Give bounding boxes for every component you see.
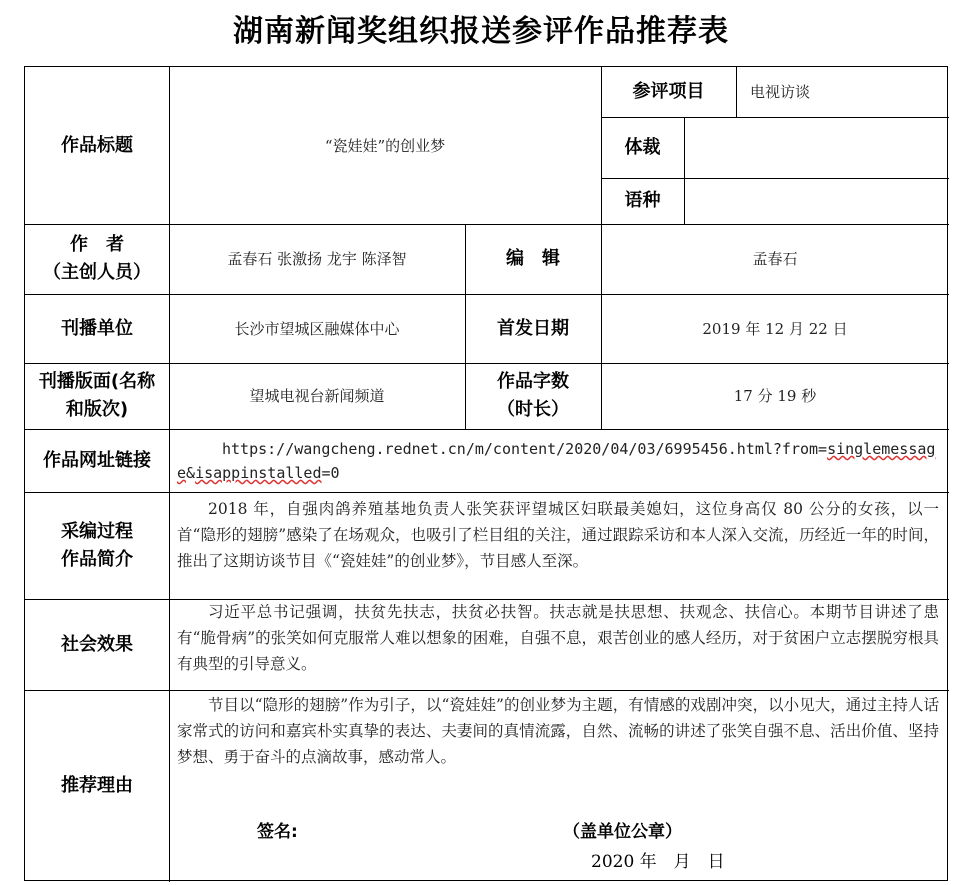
label-layout-line2: 和版次)	[65, 399, 129, 420]
label-language: 语种	[624, 190, 661, 211]
value-publisher: 长沙市望城区融媒体中心	[234, 319, 400, 338]
label-layout-line1: 刊播版面(名称	[38, 371, 156, 392]
label-genre: 体裁	[624, 136, 661, 158]
label-process-line1: 采编过程	[61, 520, 133, 542]
label-work-title: 作品标题	[61, 134, 133, 156]
label-publisher: 刊播单位	[61, 317, 133, 339]
value-length: 17 分 19 秒	[733, 387, 817, 405]
value-category: 电视访谈	[750, 83, 811, 101]
value-editor: 孟春石	[752, 250, 798, 268]
signature-label: 签名:	[257, 822, 298, 842]
label-layout	[25, 363, 169, 429]
value-genre	[684, 117, 949, 178]
url-part: =0	[321, 464, 340, 482]
value-language	[684, 178, 949, 224]
url-part: https://wangcheng.rednet.cn/m/content/2020/04/03/6995456.html?from=	[222, 440, 828, 458]
label-process	[25, 492, 169, 599]
seal-label: （盖单位公章）	[563, 822, 682, 842]
work-url-link[interactable]	[177, 437, 941, 485]
value-authors: 孟春石 张激扬 龙宇 陈泽智	[227, 250, 407, 268]
label-authors	[25, 224, 169, 294]
label-process-line2: 作品简介	[61, 548, 133, 570]
form-title: 湖南新闻奖组织报送参评作品推荐表	[233, 14, 729, 49]
value-work-title: “瓷娃娃”的创业梦	[324, 136, 446, 155]
label-first-date: 首发日期	[497, 317, 569, 339]
label-length-line2: （时长）	[497, 399, 569, 420]
label-reason: 推荐理由	[61, 775, 133, 796]
value-first-date: 2019 年 12 月 22 日	[702, 319, 848, 338]
label-url: 作品网址链接	[43, 449, 151, 471]
value-effect: 习近平总书记强调，扶贫先扶志，扶贫必扶智。扶志就是扶思想、扶观念、扶信心。本期节目讲述了患有“脆骨病”的张笑如何克服常人难以想象的困难，自强不息，艰苦创业的感人经历，对于贫困户立志摆脱穷根具有典型的引导意义。	[177, 603, 939, 673]
value-process: 2018 年，自强肉鸽养殖基地负责人张笑获评望城区妇联最美媳妇，这位身高仅 80 公分的女孩，以一首“隐形的翅膀”感染了在场观众，也吸引了栏目组的关注，通过跟踪采访和本人深入交流，历经近一年的时间，推出了这期访谈节目《“瓷娃娃”的创业梦》，节目感人至深。	[177, 500, 939, 570]
label-editor: 编 辑	[506, 248, 560, 269]
label-category: 参评项目	[632, 81, 705, 102]
label-authors-line1: 作 者	[70, 234, 124, 255]
url-part: singlemessage	[177, 440, 936, 482]
value-reason: 节目以“隐形的翅膀”作为引子，以“瓷娃娃”的创业梦为主题，有情感的戏剧冲突，以小见大，通过主持人话家常式的访问和嘉宾朴实真挚的表达、夫妻间的真情流露，自然、流畅的讲述了张笑自强不息、活出价值、坚持梦想、勇于奋斗的点滴故事，感动常人。	[177, 696, 939, 766]
url-part: isappinstalled	[195, 464, 322, 482]
label-authors-line2: （主创人员）	[43, 262, 151, 283]
value-layout: 望城电视台新闻频道	[249, 387, 385, 405]
url-part: &	[186, 464, 196, 482]
label-effect: 社会效果	[61, 633, 133, 655]
sign-date: 2020 年 月 日	[591, 852, 725, 872]
label-length	[465, 363, 601, 429]
label-length-line1: 作品字数	[497, 371, 569, 392]
form-table	[24, 66, 948, 881]
